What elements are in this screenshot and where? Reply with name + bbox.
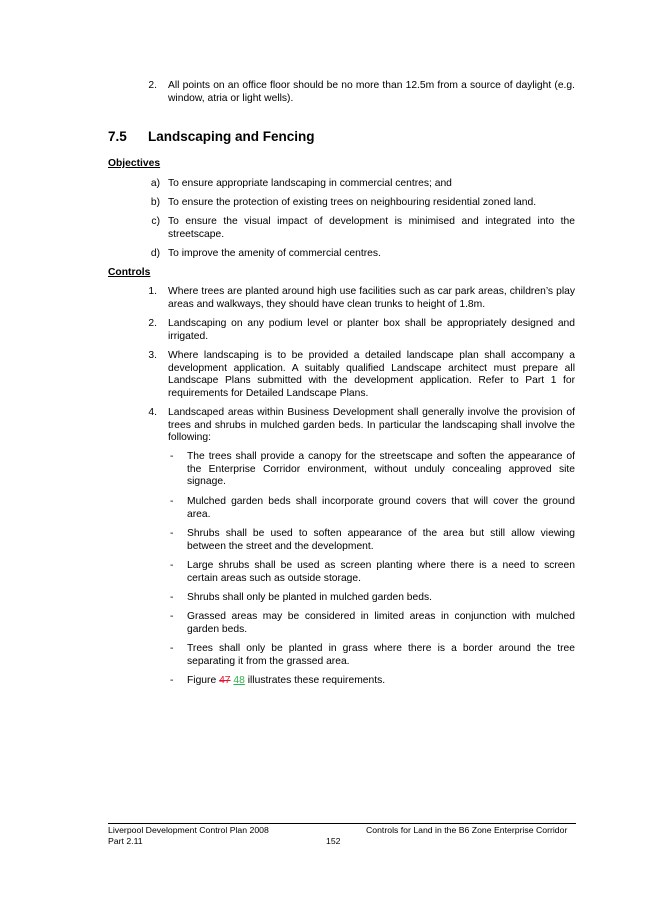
control-text: Where landscaping is to be provided a detailed landscape plan shall accompany a development application. A suitably qualified Landscape architect must prepare all Landscape Plans submitted with the development application. Refer to Part 1 for requirements for Detailed Landscape Plans. (168, 350, 575, 399)
bullet-text-figure-reference (187, 675, 575, 688)
footer-rule (108, 823, 576, 824)
footer-document-title: Liverpool Development Control Plan 2008 (108, 825, 269, 835)
bullet-text: Large shrubs shall be used as screen planting where there is a need to screen certain areas such as outside storage. (187, 560, 575, 584)
deleted-figure-number: 47 (219, 675, 231, 686)
control-number: 1. (148, 286, 157, 297)
bullet-text: Mulched garden beds shall incorporate ground covers that will cover the ground area. (187, 496, 575, 520)
intro-item-number: 2. (148, 80, 157, 91)
bullet-dash: - (170, 560, 174, 571)
objective-text: To ensure the visual impact of development is minimised and integrated into the streetscape. (168, 216, 575, 240)
footer-part: Part 2.11 (108, 836, 143, 846)
control-text: Where trees are planted around high use facilities such as car park areas, children’s play areas and walkways, they should have clean trunks to height of 1.8m. (168, 286, 575, 310)
control-text: Landscaping on any podium level or planter box shall be appropriately designed and irrigated. (168, 318, 575, 342)
objective-label: b) (150, 197, 160, 208)
objective-text: To ensure appropriate landscaping in commercial centres; and (168, 178, 452, 189)
control-number: 2. (148, 318, 157, 329)
page-number: 152 (326, 836, 341, 846)
bullet-text: Shrubs shall only be planted in mulched garden beds. (187, 592, 432, 603)
bullet-text: Grassed areas may be considered in limited areas in conjunction with mulched garden beds. (187, 611, 575, 635)
control-text: Landscaped areas within Business Development shall generally involve the provision of trees and shrubs in mulched garden beds. In particular the landscaping shall involve the following: (168, 407, 575, 444)
bullet-dash: - (170, 496, 174, 507)
footer-section-title: Controls for Land in the B6 Zone Enterprise Corridor (366, 825, 568, 835)
objective-label: c) (151, 216, 160, 227)
bullet-dash: - (170, 451, 174, 462)
intro-item-text: All points on an office floor should be no more than 12.5m from a source of daylight (e.g. window, atria or light wells). (168, 80, 575, 104)
objective-text: To improve the amenity of commercial centres. (168, 248, 381, 259)
bullet-dash: - (170, 643, 174, 654)
objectives-heading: Objectives (108, 158, 161, 169)
bullet-text: Trees shall only be planted in grass where there is a border around the tree separating it from the grassed area. (187, 643, 575, 667)
figure-prefix: Figure (187, 675, 220, 686)
control-number: 3. (148, 350, 157, 361)
controls-heading: Controls (108, 267, 151, 278)
figure-suffix: illustrates these requirements. (244, 675, 386, 686)
bullet-dash: - (170, 528, 174, 539)
objective-label: d) (150, 248, 160, 259)
inserted-figure-number: 48 (233, 675, 245, 686)
bullet-dash: - (170, 611, 174, 622)
objective-label: a) (150, 178, 160, 189)
section-title: Landscaping and Fencing (148, 129, 315, 144)
section-number: 7.5 (108, 129, 127, 144)
objective-text: To ensure the protection of existing trees on neighbouring residential zoned land. (168, 197, 537, 208)
bullet-dash: - (170, 592, 174, 603)
control-number: 4. (148, 407, 157, 418)
bullet-text: The trees shall provide a canopy for the streetscape and soften the appearance of the Enterprise Corridor environment, without unduly concealing approved site signage. (187, 451, 575, 488)
bullet-dash: - (170, 675, 174, 686)
bullet-text: Shrubs shall be used to soften appearance of the area but still allow viewing between the street and the development. (187, 528, 575, 552)
